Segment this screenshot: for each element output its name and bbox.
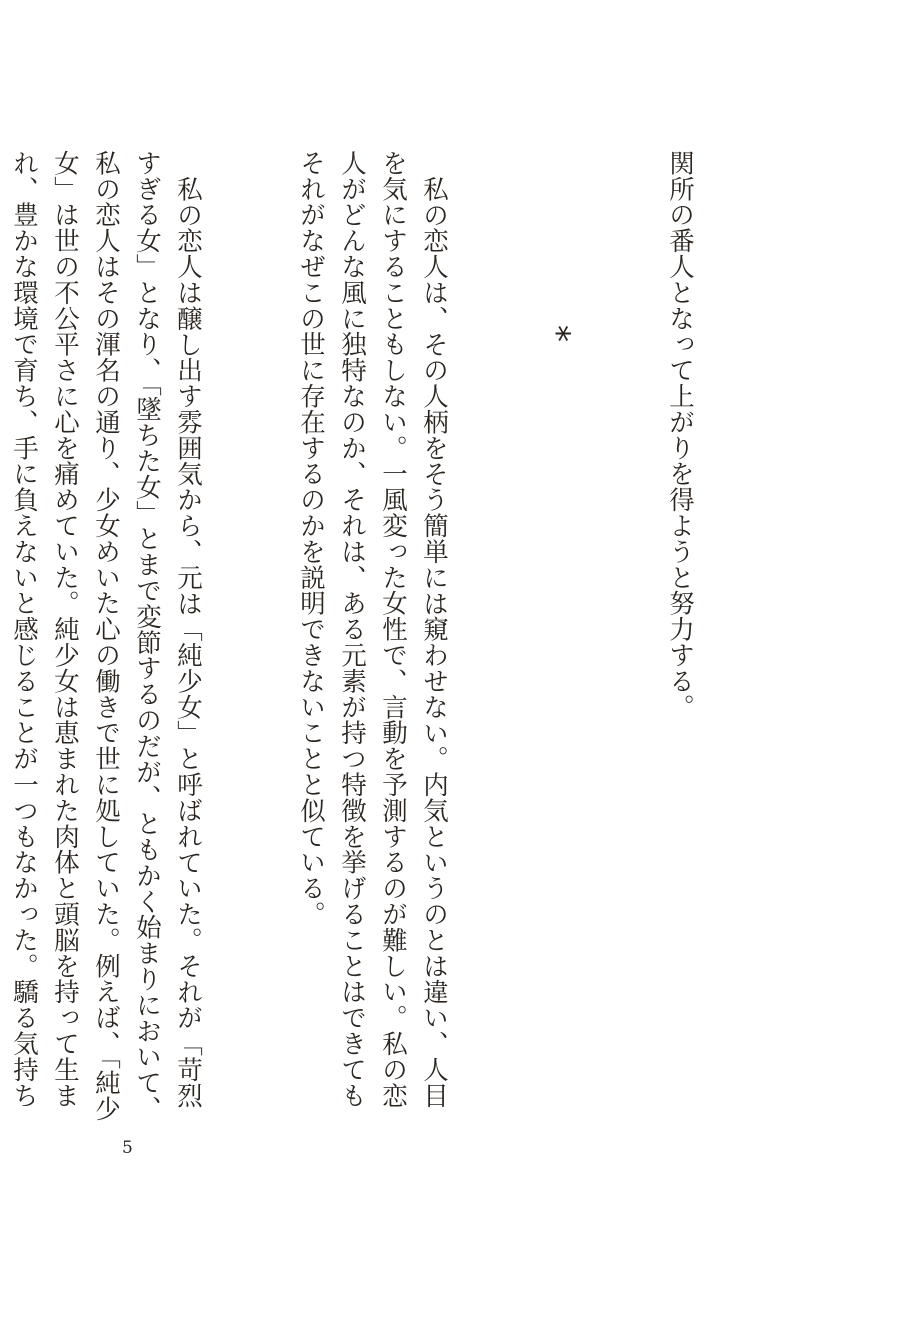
paragraph: 私の恋人は、その人柄をそう簡単には窺わせない。内気というのとは違い、人目を気にすることもしない。一風変った女性で、言動を予測するのが難しい。私の恋人がどんな風に独特なのか、それは、ある元素が持つ特徴を挙げることはできてもそれがなぜこの世に存在するのかを説明できないことと似ている。 (296, 150, 449, 1109)
paragraph: 私の恋人は醸し出す雰囲気から、元は「純少女」と呼ばれていた。それが「苛烈すぎる女」となり、「墜ちた女」とまで変節するのだが、ともかく始まりにおいて、私の恋人はその渾名の通り、少女めいた心の働きで世に処していた。例えば、「純少女」は世の不公平さに心を痛めていた。純少女は恵まれた肉体と頭脳を持って生まれ、豊かな環境で育ち、手に負えないと感じることが一つもなかった。驕る気持ち (9, 150, 203, 1122)
paragraph-continuation: 関所の番人となって上がりを得ようと努力する。 (665, 150, 695, 720)
section-break-asterisk: * (537, 325, 577, 343)
page-number: 5 (122, 1138, 133, 1158)
vertical-text-body (9, 150, 782, 1130)
